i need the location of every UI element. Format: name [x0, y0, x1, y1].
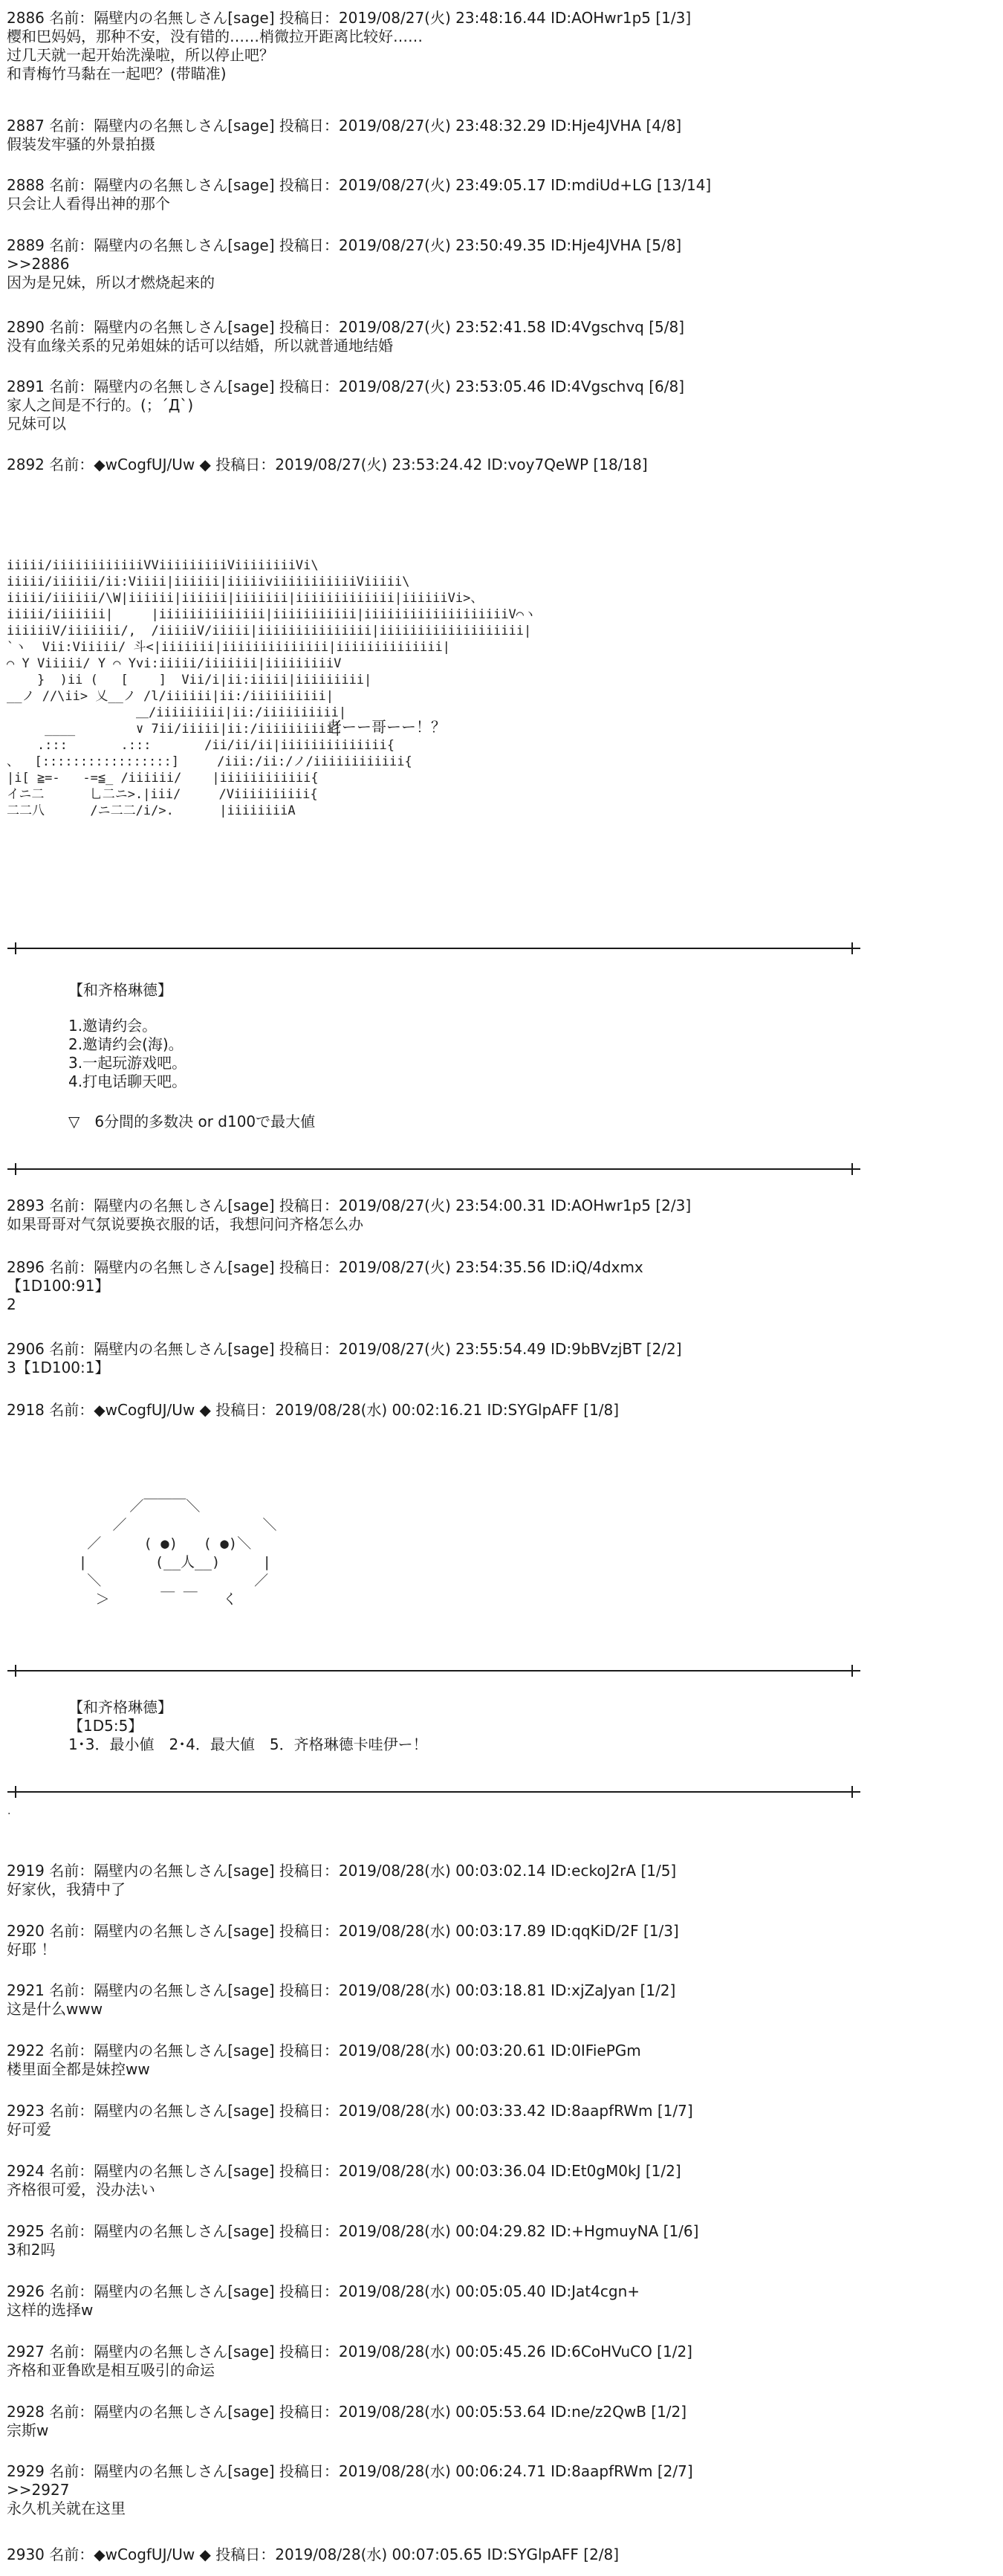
post-header: 2928 名前：隔壁内の名無しさん[sage] 投稿日：2019/08/28(水) 00:05:53.64 ID:ne/z2QwB [1/2]	[7, 2403, 687, 2421]
post-body-line: 只会让人看得出神的那个	[7, 195, 170, 213]
post-header: 2896 名前：隔壁内の名無しさん[sage] 投稿日：2019/08/27(火) 23:54:35.56 ID:iQ/4dxmx	[7, 1258, 643, 1276]
post-body-line: 好耶 ！	[7, 1941, 56, 1958]
post-body-line: 宗斯w	[7, 2421, 49, 2439]
post-header: 2921 名前：隔壁内の名無しさん[sage] 投稿日：2019/08/28(水) 00:03:18.81 ID:xjZaJyan [1/2]	[7, 1981, 676, 1999]
post-body-line: 好可爱	[7, 2120, 51, 2138]
post-reply-link[interactable]: >>2927	[7, 2481, 70, 2499]
ascii-art-face: ／￣￣￣＼ ／ ＼ ／ ( ●) ( ●)＼ | (__人__) | ＼ ／ ＞ ￣ ￣ く	[78, 1498, 277, 1608]
post-body-line: 齐格和亚鲁欧是相互吸引的命运	[7, 2361, 215, 2379]
post-body-line: 和青梅竹马黏在一起吧？(带瞄准)	[7, 65, 227, 82]
post	[7, 2102, 693, 2139]
post-header: 2887 名前：隔壁内の名無しさん[sage] 投稿日：2019/08/27(火) 23:48:32.29 ID:Hje4JVHA [4/8]	[7, 117, 682, 135]
post	[7, 2343, 692, 2380]
dice-roll: 【1D5:5】	[68, 1717, 143, 1735]
post-header: 2892 名前：◆wCogfUJ/Uw ◆ 投稿日：2019/08/27(火) 23:53:24.42 ID:voy7QeWP [18/18]	[7, 456, 648, 473]
post-body-line: 这是什么www	[7, 2000, 103, 2018]
post-header: 2889 名前：隔壁内の名無しさん[sage] 投稿日：2019/08/27(火) 23:50:49.35 ID:Hje4JVHA [5/8]	[7, 236, 682, 254]
post-header: 2926 名前：隔壁内の名無しさん[sage] 投稿日：2019/08/28(水) 00:05:05.40 ID:Jat4cgn+	[7, 2282, 640, 2300]
post-body-line: 2	[7, 1295, 16, 1313]
post-header: 2906 名前：隔壁内の名無しさん[sage] 投稿日：2019/08/27(火) 23:55:54.49 ID:9bBVzjBT [2/2]	[7, 1340, 682, 1358]
post	[7, 1197, 691, 1234]
post-header: 2922 名前：隔壁内の名無しさん[sage] 投稿日：2019/08/28(水) 00:03:20.61 ID:0IFiePGm	[7, 2042, 641, 2059]
stray-dot: .	[7, 1805, 11, 1817]
divider-rule	[7, 1665, 860, 1677]
post-body-line: 家人之间是不行的。(；´Д`)	[7, 396, 194, 414]
post	[7, 2162, 681, 2199]
divider-rule	[7, 1163, 860, 1175]
post-header: 2925 名前：隔壁内の名無しさん[sage] 投稿日：2019/08/28(水) 00:04:29.82 ID:+HgmuyNA [1/6]	[7, 2222, 699, 2240]
post-body-line: 因为是兄妹，所以才燃烧起来的	[7, 274, 215, 291]
choice-option: 1.邀请约会。	[68, 1017, 158, 1035]
vote-note: ▽ 6分間的多数决 or d100で最大値	[68, 1113, 316, 1130]
post-body-line: 没有血缘关系的兄弟姐妹的话可以结婚，所以就普通地结婚	[7, 337, 393, 355]
post-header: 2927 名前：隔壁内の名無しさん[sage] 投稿日：2019/08/28(水) 00:05:45.26 ID:6CoHVuCO [1/2]	[7, 2343, 692, 2360]
divider-rule	[7, 942, 860, 954]
post	[7, 1258, 643, 1314]
post	[7, 9, 691, 83]
post	[7, 2042, 641, 2079]
post-body-line: 3【1D100:1】	[7, 1359, 110, 1376]
post	[7, 1981, 675, 2019]
post-body-line: 这样的选择w	[7, 2301, 94, 2319]
post	[7, 378, 684, 433]
post-header: 2920 名前：隔壁内の名無しさん[sage] 投稿日：2019/08/28(水) 00:03:17.89 ID:qqKiD/2F [1/3]	[7, 1922, 679, 1940]
post-body-line: 好家伙，我猜中了	[7, 1880, 126, 1898]
post-body-line: 过几天就一起开始洗澡啦，所以停止吧？	[7, 46, 274, 64]
post	[7, 2282, 640, 2320]
post	[7, 318, 684, 355]
result-note: 1･3．最小値 2･4．最大値 5．齐格琳德卡哇伊ー！	[68, 1735, 428, 1753]
choice-box-title: 【和齐格琳德】	[68, 981, 172, 999]
post-body-line: 齐格很可爱，没办法い	[7, 2181, 155, 2198]
post	[7, 2546, 619, 2564]
post	[7, 2462, 693, 2518]
post-body-line: 楼里面全都是妹控ww	[7, 2060, 150, 2078]
choice-option: 4.打电话聊天吧。	[68, 1072, 187, 1090]
post-header: 2929 名前：隔壁内の名無しさん[sage] 投稿日：2019/08/28(水) 00:06:24.71 ID:8aapfRWm [2/7]	[7, 2462, 693, 2480]
post-header: 2886 名前：隔壁内の名無しさん[sage] 投稿日：2019/08/27(火) 23:48:16.44 ID:AOHwr1p5 [1/3]	[7, 9, 692, 27]
post	[7, 117, 681, 154]
post	[7, 236, 681, 292]
post-header: 2891 名前：隔壁内の名無しさん[sage] 投稿日：2019/08/27(火) 23:53:05.46 ID:4Vgschvq [6/8]	[7, 378, 685, 395]
post	[7, 2222, 698, 2259]
post	[7, 176, 711, 213]
choice-option: 2.邀请约会(海)。	[68, 1035, 184, 1053]
post	[7, 2403, 686, 2440]
post	[7, 1340, 682, 1377]
post-body-line: 3和2吗	[7, 2241, 56, 2259]
result-box-title: 【和齐格琳德】	[68, 1698, 172, 1716]
post-header: 2918 名前：◆wCogfUJ/Uw ◆ 投稿日：2019/08/28(水) 00:02:16.21 ID:SYGlpAFF [1/8]	[7, 1401, 620, 1419]
post-header: 2888 名前：隔壁内の名無しさん[sage] 投稿日：2019/08/27(火) 23:49:05.17 ID:mdiUd+LG [13/14]	[7, 176, 712, 194]
post-body-line: 如果哥哥对气氛说要换衣服的话，我想问问齐格怎么办	[7, 1215, 363, 1233]
choice-box	[68, 981, 315, 1131]
post-header: 2923 名前：隔壁内の名無しさん[sage] 投稿日：2019/08/28(水) 00:03:33.42 ID:8aapfRWm [1/7]	[7, 2102, 693, 2120]
post-header: 2890 名前：隔壁内の名無しさん[sage] 投稿日：2019/08/27(火) 23:52:41.58 ID:4Vgschvq [5/8]	[7, 318, 685, 336]
post	[7, 1862, 676, 1899]
post-header: 2893 名前：隔壁内の名無しさん[sage] 投稿日：2019/08/27(火) 23:54:00.31 ID:AOHwr1p5 [2/3]	[7, 1197, 692, 1214]
divider-rule	[7, 1786, 860, 1798]
post-reply-link[interactable]: >>2886	[7, 255, 70, 273]
ascii-art-speech: 老ーー哥ーー！？	[327, 718, 446, 736]
post	[7, 1922, 679, 1959]
post-body-line: 永久机关就在这里	[7, 2499, 126, 2517]
post-body-line: 兄妹可以	[7, 415, 66, 433]
post-header: 2930 名前：◆wCogfUJ/Uw ◆ 投稿日：2019/08/28(水) 00:07:05.65 ID:SYGlpAFF [2/8]	[7, 2546, 620, 2563]
post-header: 2919 名前：隔壁内の名無しさん[sage] 投稿日：2019/08/28(水) 00:03:02.14 ID:eckoJ2rA [1/5]	[7, 1862, 677, 1880]
post	[7, 1401, 619, 1420]
result-box	[68, 1698, 428, 1754]
ascii-art-character: iiiii/iiiiiiiiiiiiVViiiiiiiiiViiiiiiiiVi\ iiiii/iiiiii/ii:Viiii|iiiiii|iiiiiviiiiiiiiiiiViiiii\ iiiii/iiiiii/\W|iiiiii|iiiiii|iiiiiii|iiiiiiiiiiiii|iiiiiiVi>、 iiiii/iiiiiii| |iiiiiiiiiiiiii|iiiiiiiiiii|iiiiiiiiiiiiiiiiiiiV⌒ヽ iiiiiiV/iiiiiii/, /iiiiiV/iiiii|iiiiiiiiiiiiiii|iiiiiiiiiiiiiiiiiii| `ヽ Vii:Viiiii/ 斗<|iiiiiii|iiiiiiiiiiiiii|iiiiiiiiiiiiii| ⌒ Y Viiiii/ Y ⌒ Yvi:iiiii/iiiiiii|iiiiiiiiiV } )ii ( [ ] Vii/i|ii:iiiii|iiiiiiiii| __ノ //\ii> 乂__ノ /l/iiiiii|ii:/iiiiiiiiii| ＿/iiiiiiiii|ii:/iiiiiiiiii| ____ ∨ 7ii/iiiii|ii:/iiiiiiiiii| .::: .::: /ii/ii/ii|iiiiiiiiiiiiii{ 、 [:::::::::::::::::] /iii:/ii:/ノ/iiiiiiiiiiii{ |i[ ≧=- -=≦_ /iiiiii/ |iiiiiiiiiiii{ イニ二 乚二ニ>.|iii/ /Viiiiiiiiii{ 二二八 /ニ二二/i/>. |iiiiiiiiA	[7, 558, 536, 818]
post-header: 2924 名前：隔壁内の名無しさん[sage] 投稿日：2019/08/28(水) 00:03:36.04 ID:Et0gM0kJ [1/2]	[7, 2162, 681, 2180]
post-body-line: 【1D100:91】	[7, 1277, 110, 1295]
post-body-line: 樱和巴妈妈，那种不安，没有错的……梢微拉开距离比较好……	[7, 27, 423, 45]
choice-option: 3.一起玩游戏吧。	[68, 1054, 187, 1072]
post	[7, 456, 648, 474]
post-body-line: 假装发牢骚的外景拍摄	[7, 135, 155, 153]
